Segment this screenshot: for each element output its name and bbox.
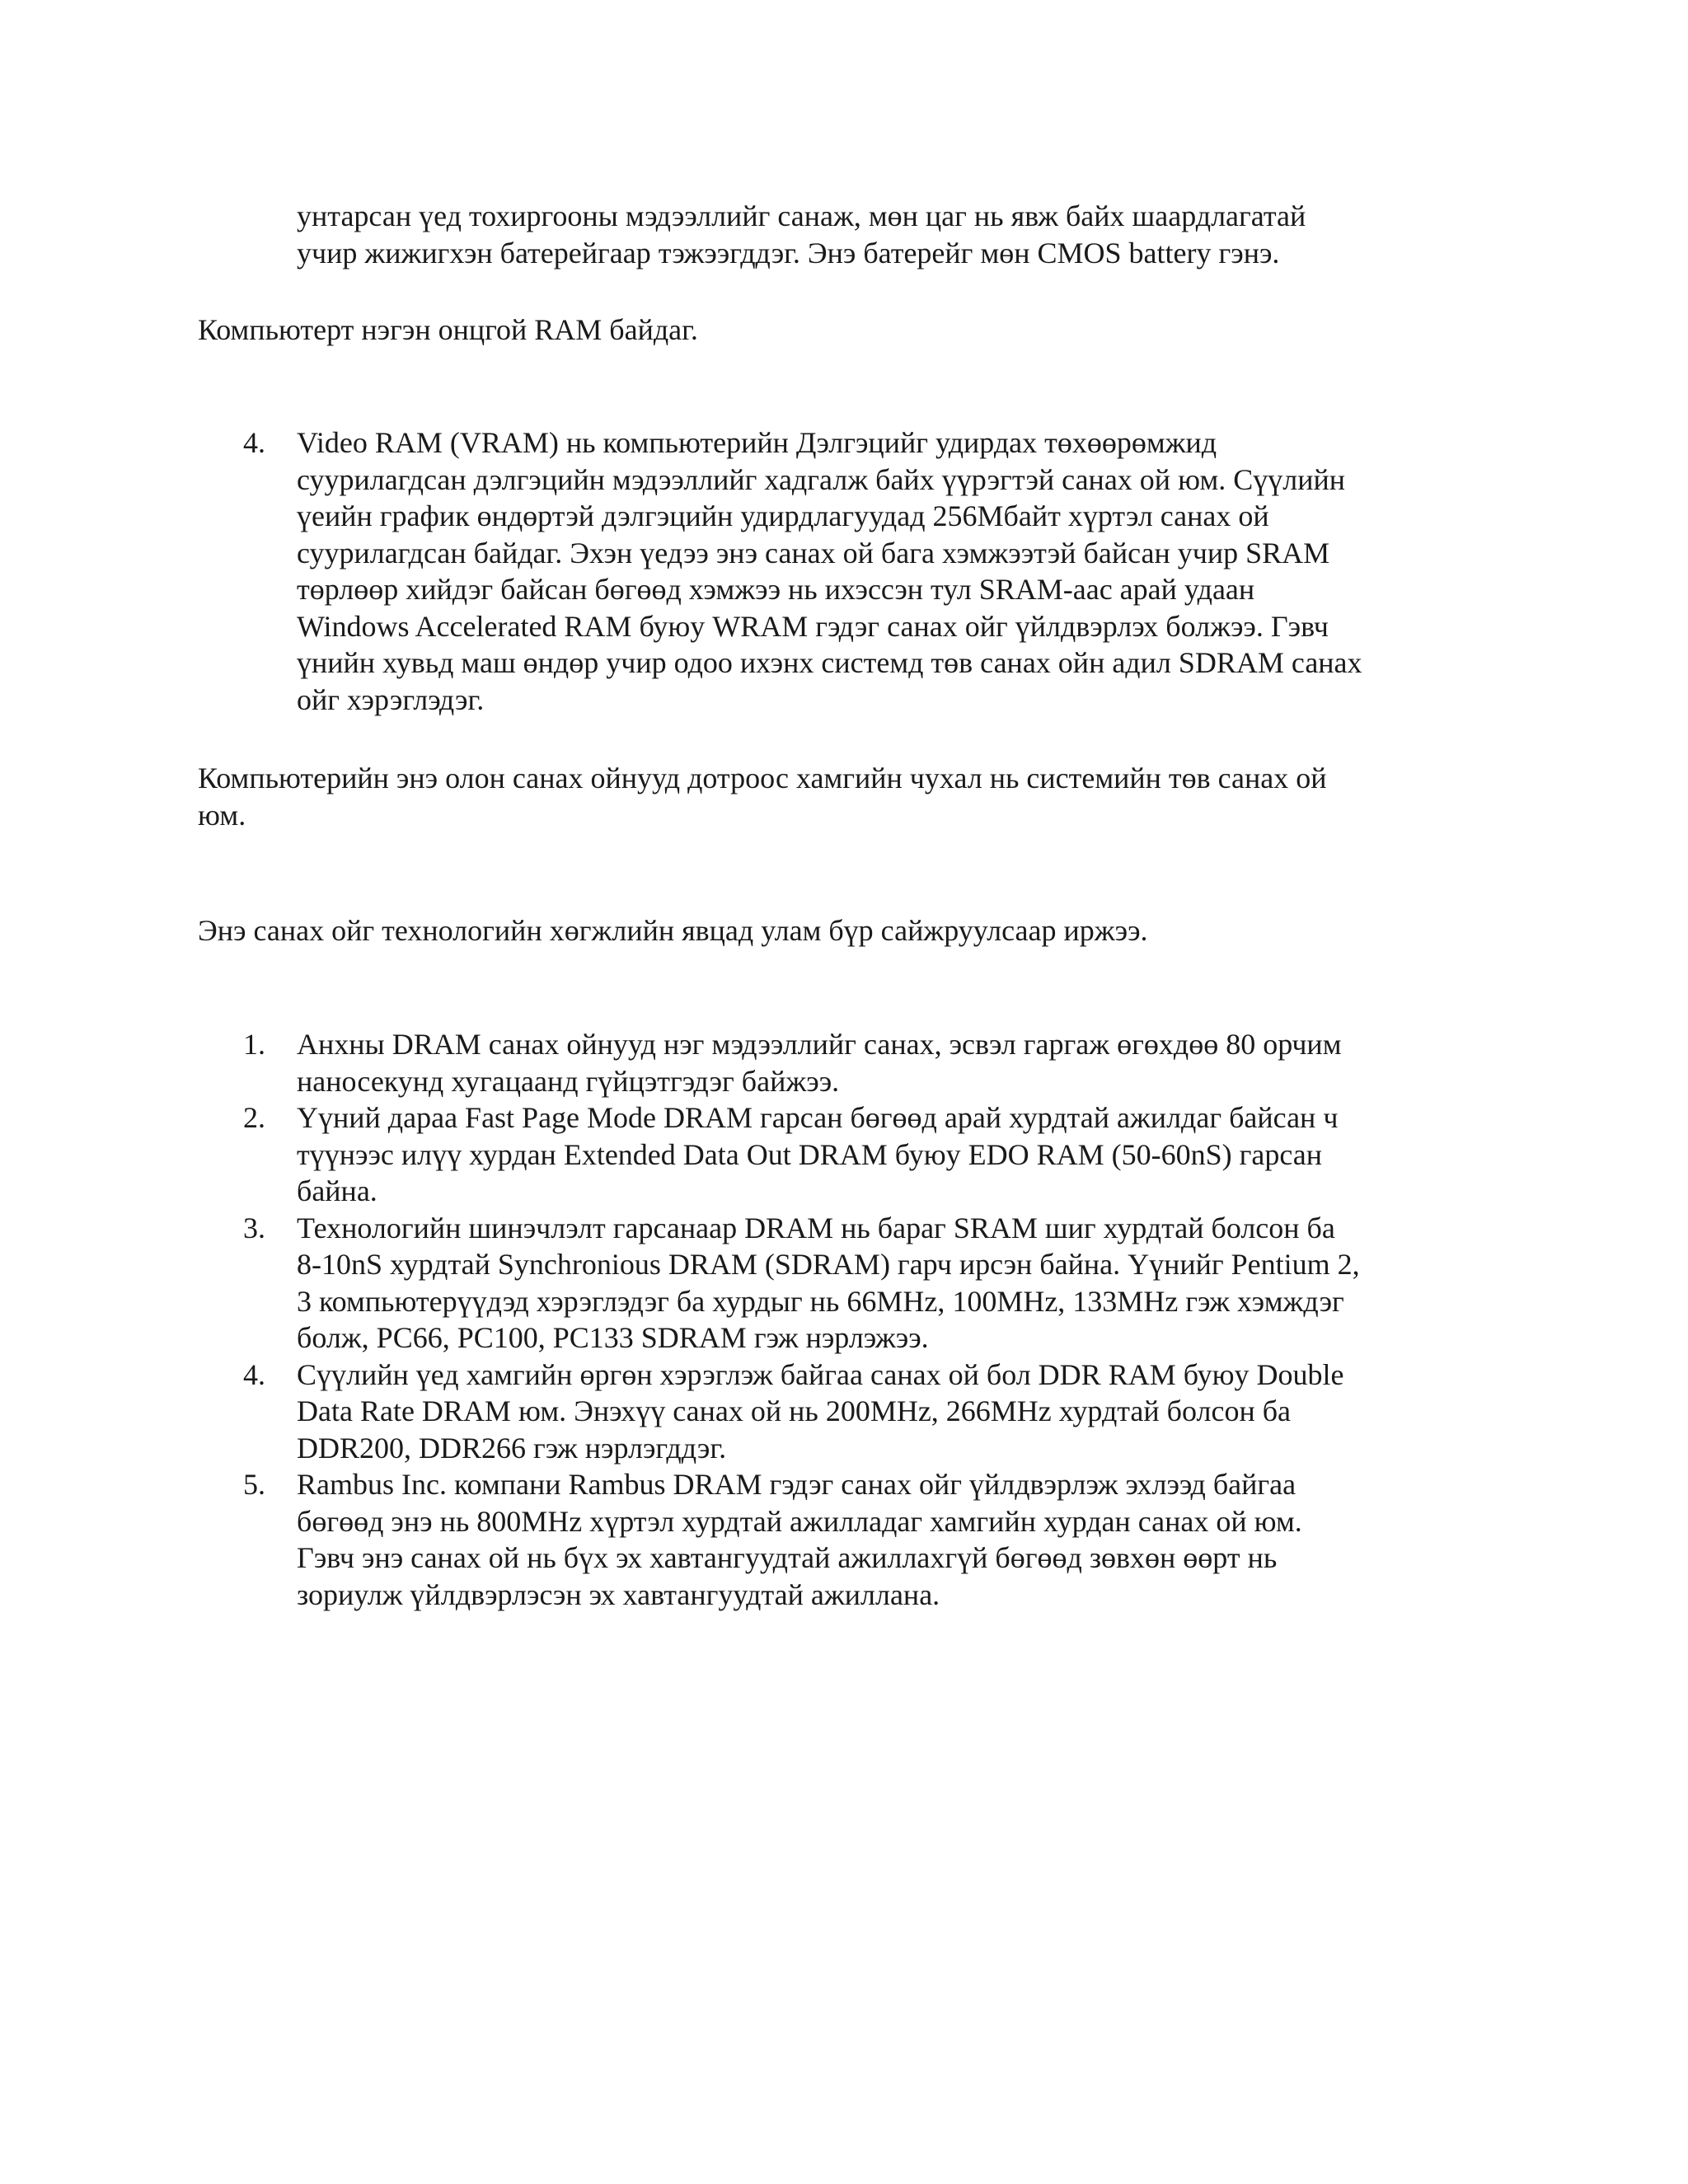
text-line: 3 компьютерүүдэд хэрэглэдэг ба хурдыг нь 66MHz, 100MHz, 133MHz гэж хэмждэг <box>297 1284 1344 1318</box>
list-number: 4. <box>243 426 265 459</box>
text-line: Сүүлийн үед хамгийн өргөн хэрэглэж байгаа санах ой бол DDR RAM буюу Double <box>297 1357 1344 1391</box>
list-number: 1. <box>243 1028 265 1061</box>
list-item <box>0 1357 1484 1467</box>
text-line: суурилагдсан байдаг. Эхэн үедээ энэ санах ой бага хэмжээтэй байсан учир SRAM <box>297 536 1330 569</box>
text-line: суурилагдсан дэлгэцийн мэдээллийг хадгалж байх үүрэгтэй санах ой юм. Сүүлийн <box>297 462 1346 496</box>
text-line: унтарсан үед тохиргооны мэдээллийг санаж, мөн цаг нь явж байх шаардлагатай <box>297 199 1306 232</box>
text-line: бөгөөд энэ нь 800MHz хүртэл хурдтай ажилладаг хамгийн хурдан санах ой юм. <box>297 1504 1302 1538</box>
list-item <box>0 424 1484 718</box>
text-line: байна. <box>297 1174 377 1207</box>
text-line: ойг хэрэглэдэг. <box>297 682 485 716</box>
list-item <box>0 1099 1484 1210</box>
text-line: Технологийн шинэчлэлт гарсанаар DRAM нь бараг SRAM шиг хурдтай болсон ба <box>297 1211 1335 1244</box>
text-line: Компьютерийн энэ олон санах ойнууд дотроос хамгийн чухал нь системийн төв санах ой <box>198 762 1327 794</box>
text-line: болж, PC66, PC100, PC133 SDRAM гэж нэрлэжээ. <box>297 1321 929 1354</box>
text-line: юм. <box>198 798 246 832</box>
text-line: зориулж үйлдвэрлэсэн эх хавтангуудтай ажиллана. <box>297 1577 940 1611</box>
list-item <box>0 1026 1484 1099</box>
main-memory-paragraph <box>198 760 1484 833</box>
text-line: Data Rate DRAM юм. Энэхүү санах ой нь 200MHz, 266MHz хурдтай болсон ба <box>297 1394 1292 1427</box>
history-list <box>0 1026 1688 1613</box>
text-line: Rambus Inc. компани Rambus DRAM гэдэг санах ойг үйлдвэрлэж эхлээд байгаа <box>297 1468 1296 1501</box>
text-line: үеийн график өндөртэй дэлгэцийн удирдлагуудад 256Мбайт хүртэл санах ой <box>297 499 1269 532</box>
vram-list <box>0 424 1688 718</box>
text-line: наносекунд хугацаанд гүйцэтгэдэг байжээ. <box>297 1064 840 1098</box>
special-ram-paragraph: Компьютерт нэгэн онцгой RAM байдаг. <box>198 313 698 346</box>
text-line: DDR200, DDR266 гэж нэрлэгддэг. <box>297 1431 727 1465</box>
text-line: Video RAM (VRAM) нь компьютерийн Дэлгэцийг удирдах төхөөрөмжид <box>297 426 1217 459</box>
list-number: 2. <box>243 1101 265 1134</box>
text-line: 8-10nS хурдтай Synchronious DRAM (SDRAM) гарч ирсэн байна. Үүнийг Pentium 2, <box>297 1248 1360 1281</box>
text-line: Windows Accelerated RAM буюу WRAM гэдэг санах ойг үйлдвэрлэх болжээ. Гэвч <box>297 609 1329 643</box>
text-line: Үүний дараа Fast Page Mode DRAM гарсан бөгөөд арай хурдтай ажилдаг байсан ч <box>297 1101 1339 1134</box>
list-item <box>0 1466 1484 1613</box>
list-number: 3. <box>243 1211 265 1244</box>
improvement-paragraph: Энэ санах ойг технологийн хөгжлийн явцад улам бүр сайжруулсаар иржээ. <box>198 914 1148 947</box>
continuation-paragraph <box>297 198 1484 271</box>
list-number: 5. <box>243 1468 265 1501</box>
list-number: 4. <box>243 1357 265 1391</box>
text-line: түүнээс илүү хурдан Extended Data Out DRAM буюу EDO RAM (50-60nS) гарсан <box>297 1137 1322 1171</box>
text-line: Гэвч энэ санах ой нь бүх эх хавтангуудтай ажиллахгүй бөгөөд зөвхөн өөрт нь <box>297 1541 1278 1574</box>
text-line: Анхны DRAM санах ойнууд нэг мэдээллийг санах, эсвэл гаргаж өгөхдөө 80 орчим <box>297 1028 1342 1061</box>
text-line: үнийн хувьд маш өндөр учир одоо ихэнх системд төв санах ойн адил SDRAM санах <box>297 646 1362 679</box>
text-line: төрлөөр хийдэг байсан бөгөөд хэмжээ нь ихэссэн тул SRAM-аас арай удаан <box>297 573 1255 606</box>
text-line: учир жижигхэн батерейгаар тэжээгддэг. Энэ батерейг мөн CMOS battery гэнэ. <box>297 236 1280 269</box>
list-item <box>0 1210 1484 1357</box>
